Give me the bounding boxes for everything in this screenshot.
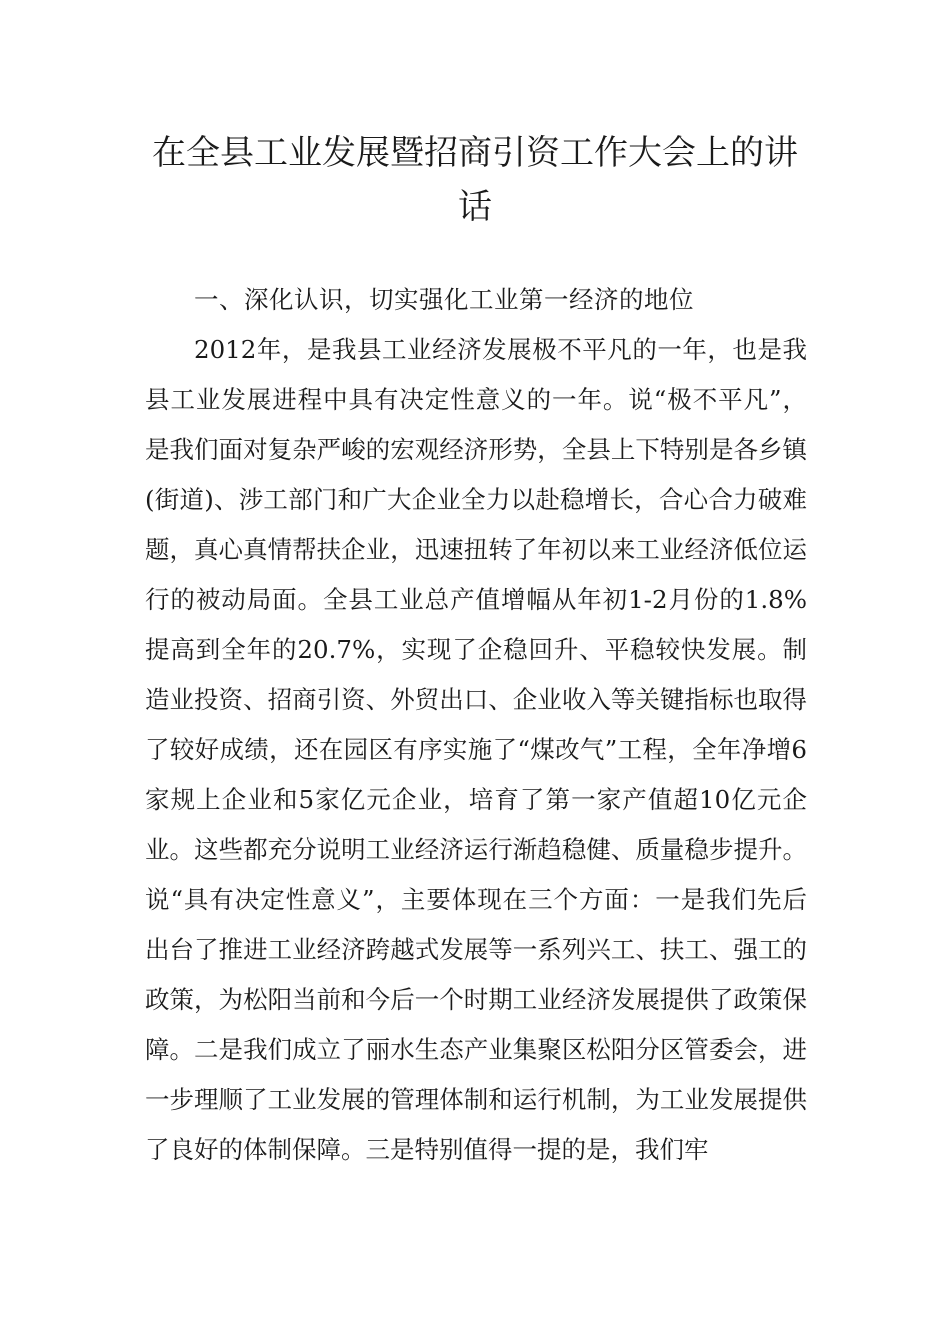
section-heading: 一、深化认识，切实强化工业第一经济的地位 <box>194 285 694 314</box>
document-body <box>145 275 807 1175</box>
body-paragraph: 2012年，是我县工业经济发展极不平凡的一年，也是我县工业发展进程中具有决定性意义的一年。说“极不平凡”，是我们面对复杂严峻的宏观经济形势，全县上下特别是各乡镇(街道)、涉工部门和广大企业全力以赴稳增长，合心合力破难题，真心真情帮扶企业，迅速扭转了年初以来工业经济低位运行的被动局面。全县工业总产值增幅从年初1-2月份的1.8%提高到全年的20.7%，实现了企稳回升、平稳较快发展。制造业投资、招商引资、外贸出口、企业收入等关键指标也取得了较好成绩，还在园区有序实施了“煤改气”工程，全年净增6家规上企业和5家亿元企业，培育了第一家产值超10亿元企业。这些都充分说明工业经济运行渐趋稳健、质量稳步提升。说“具有决定性意义”，主要体现在三个方面：一是我们先后出台了推进工业经济跨越式发展等一系列兴工、扶工、强工的政策，为松阳当前和今后一个时期工业经济发展提供了政策保障。二是我们成立了丽水生态产业集聚区松阳分区管委会，进一步理顺了工业发展的管理体制和运行机制，为工业发展提供了良好的体制保障。三是特别值得一提的是，我们牢 <box>145 335 807 1164</box>
document-title: 在全县工业发展暨招商引资工作大会上的讲话 <box>152 133 798 227</box>
